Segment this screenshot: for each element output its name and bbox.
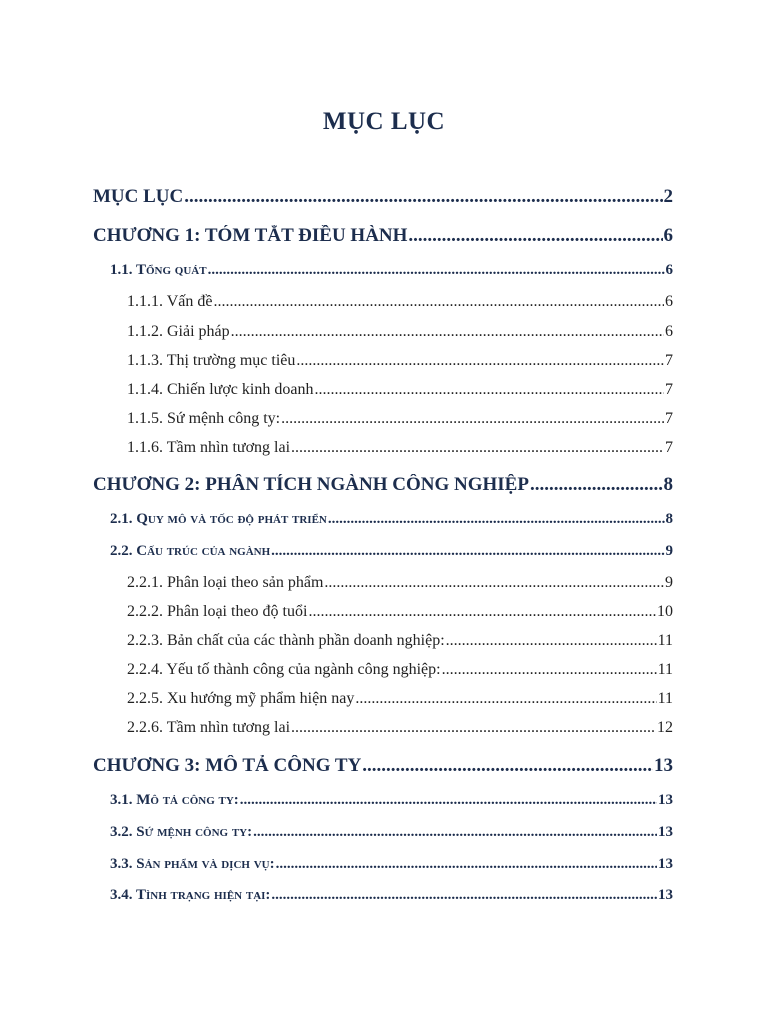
toc-entry-2-2[interactable] (110, 543, 673, 560)
dot-leader (271, 887, 657, 904)
dot-leader (271, 543, 664, 560)
toc-page-number: 13 (654, 755, 673, 776)
toc-entry-1-1-1[interactable] (127, 293, 673, 311)
dot-leader (184, 186, 662, 208)
toc-entry-3-4[interactable] (110, 887, 673, 904)
toc-page-number: 13 (658, 887, 673, 903)
dot-leader (231, 323, 664, 341)
toc-page-number: 7 (665, 352, 673, 369)
toc-entry-label: 2.2. Cấu trúc của ngành (110, 543, 271, 559)
dot-leader (308, 603, 656, 621)
toc-entry-label: 1.1.4. Chiến lược kinh doanh (127, 381, 314, 398)
toc-entry-2-2-6[interactable] (127, 719, 673, 737)
page-title: MỤC LỤC (322, 108, 446, 135)
toc-entry-label: 3.1. Mô tả công ty: (110, 792, 239, 808)
toc-entry-label: 2.2.6. Tầm nhìn tương lai (127, 719, 291, 736)
toc-entry-2-2-3[interactable] (127, 632, 673, 650)
toc-entry-3-3[interactable] (110, 856, 673, 873)
toc-page-number: 6 (663, 225, 673, 246)
dot-leader (324, 574, 664, 592)
toc-entry-chapter-1[interactable] (93, 225, 673, 247)
toc-entry-label: 2.2.5. Xu hướng mỹ phẩm hiện nay (127, 690, 355, 707)
toc-entry-label: 1.1.3. Thị trường mục tiêu (127, 352, 296, 369)
toc-page-number: 8 (663, 474, 673, 495)
toc-entry-muc-luc[interactable] (93, 186, 673, 208)
toc-entry-label: 1.1.1. Vấn đề (127, 293, 213, 310)
toc-entry-label: 2.1. Quy mô và tốc độ phát triển (110, 511, 327, 527)
toc-page-number: 2 (663, 186, 673, 207)
dot-leader (530, 474, 663, 496)
toc-entry-label: CHƯƠNG 2: PHÂN TÍCH NGÀNH CÔNG NGHIỆP (93, 474, 529, 495)
toc-entry-1-1-6[interactable] (127, 439, 673, 457)
dot-leader (281, 410, 664, 428)
toc-entry-2-2-2[interactable] (127, 603, 673, 621)
toc-page-number: 7 (665, 381, 673, 398)
dot-leader (208, 262, 665, 279)
dot-leader (291, 439, 664, 457)
toc-page-number: 12 (657, 719, 673, 736)
dot-leader (362, 755, 653, 777)
toc-page-number: 6 (665, 293, 673, 310)
toc-page-number: 11 (657, 632, 673, 649)
dot-leader (446, 632, 657, 650)
dot-leader (408, 225, 662, 247)
toc-entry-2-1[interactable] (110, 511, 673, 528)
toc-entry-2-2-1[interactable] (127, 574, 673, 592)
toc-entry-3-1[interactable] (110, 792, 673, 809)
toc-entry-label: CHƯƠNG 3: MÔ TẢ CÔNG TY (93, 755, 362, 776)
toc-page-number: 13 (658, 856, 673, 872)
toc-entry-1-1-4[interactable] (127, 381, 673, 399)
toc-page-number: 13 (658, 824, 673, 840)
toc-entry-label: 1.1.6. Tầm nhìn tương lai (127, 439, 291, 456)
toc-entry-label: MỤC LỤC (93, 186, 184, 207)
toc-entry-chapter-2[interactable] (93, 474, 673, 496)
toc-entry-2-2-4[interactable] (127, 661, 673, 679)
toc-entry-label: 2.2.1. Phân loại theo sản phẩm (127, 574, 324, 591)
dot-leader (213, 293, 664, 311)
toc-page-number: 11 (657, 661, 673, 678)
toc-page-number: 9 (665, 543, 673, 559)
toc-page-number: 6 (665, 262, 673, 278)
dot-leader (442, 661, 657, 679)
dot-leader (240, 792, 657, 809)
toc-entry-1-1[interactable] (110, 262, 673, 279)
toc-entry-label: 2.2.4. Yếu tố thành công của ngành công nghiệp: (127, 661, 441, 678)
toc-page-number: 10 (657, 603, 673, 620)
toc-page-number: 7 (665, 410, 673, 427)
toc-entry-label: 1.1.2. Giải pháp (127, 323, 230, 340)
toc-page-number: 13 (658, 792, 673, 808)
toc-entry-label: 1.1.5. Sứ mệnh công ty: (127, 410, 281, 427)
toc-page-number: 7 (665, 439, 673, 456)
dot-leader (276, 856, 657, 873)
toc-entry-label: 3.2. Sứ mệnh công ty: (110, 824, 253, 840)
toc-entry-1-1-3[interactable] (127, 352, 673, 370)
toc-entry-1-1-2[interactable] (127, 323, 673, 341)
toc-page-number: 11 (657, 690, 673, 707)
toc-entry-label: 2.2.3. Bản chất của các thành phần doanh nghiệp: (127, 632, 445, 649)
dot-leader (328, 511, 665, 528)
toc-entry-label: 3.4. Tình trạng hiện tại: (110, 887, 271, 903)
toc-page-number: 9 (665, 574, 673, 591)
toc-entry-label: 1.1. Tổng quát (110, 262, 207, 278)
toc-entry-label: 3.3. Sản phẩm và dịch vụ: (110, 856, 275, 872)
toc-entry-chapter-3[interactable] (93, 755, 673, 777)
toc-entry-1-1-5[interactable] (127, 410, 673, 428)
toc-page-number: 8 (665, 511, 673, 527)
dot-leader (314, 381, 664, 399)
toc-entry-2-2-5[interactable] (127, 690, 673, 708)
toc-entry-label: CHƯƠNG 1: TÓM TẮT ĐIỀU HÀNH (93, 225, 408, 246)
dot-leader (291, 719, 656, 737)
dot-leader (253, 824, 657, 841)
toc-entry-3-2[interactable] (110, 824, 673, 841)
toc-page-number: 6 (665, 323, 673, 340)
dot-leader (296, 352, 664, 370)
toc-entry-label: 2.2.2. Phân loại theo độ tuổi (127, 603, 308, 620)
dot-leader (355, 690, 656, 708)
